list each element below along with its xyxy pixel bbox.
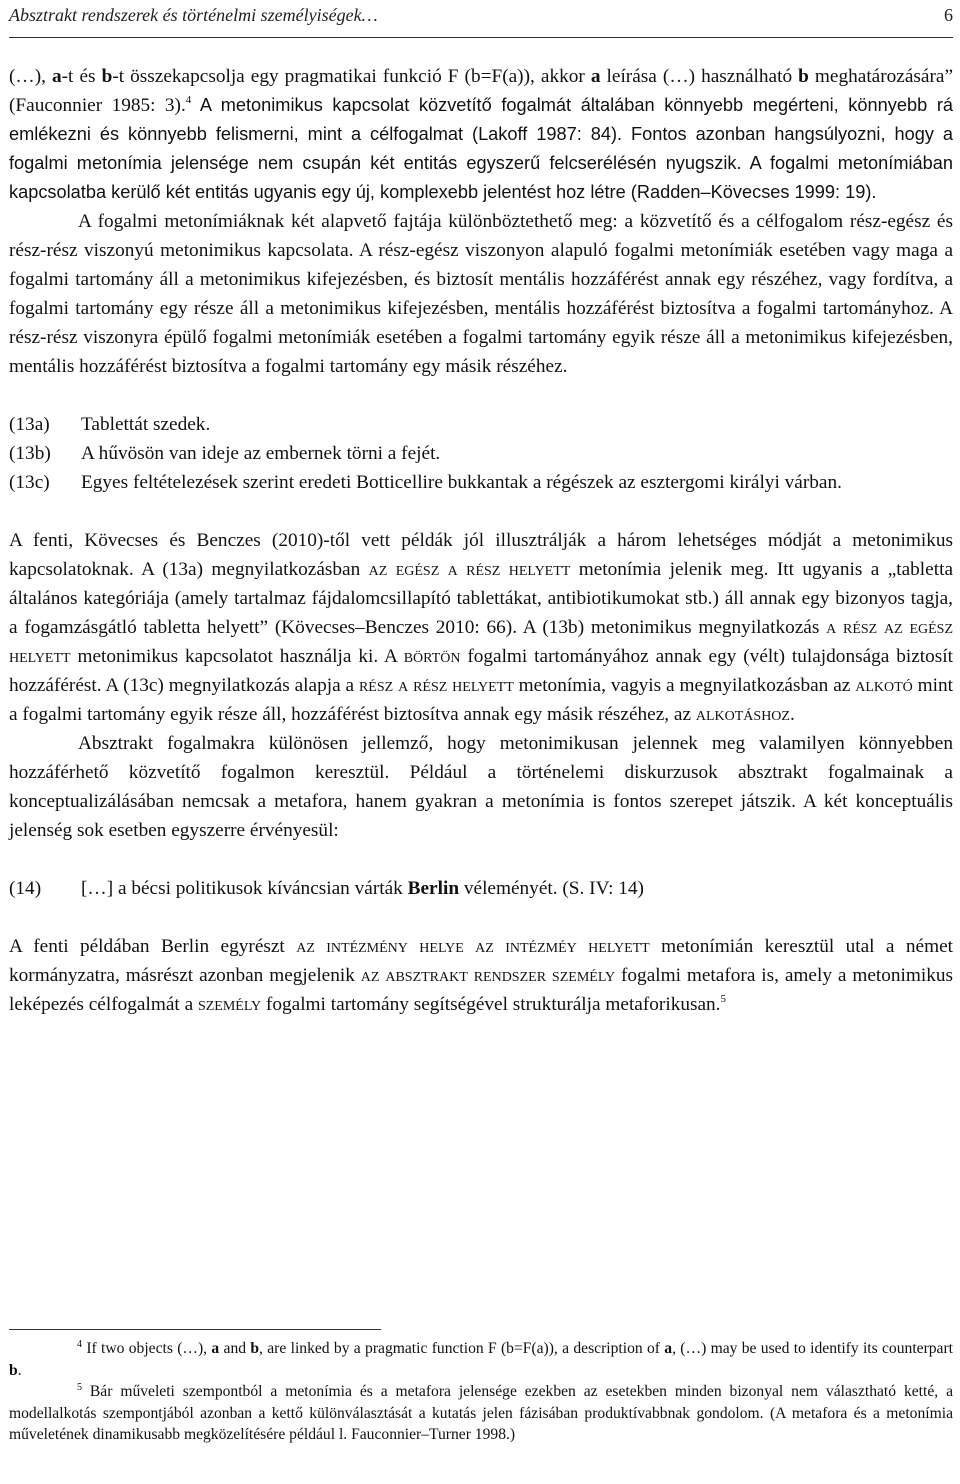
example-number: (13b)	[9, 443, 51, 464]
p5-text: fogalmi metafora is, amely a metonimikus leképezés célfogalmát a	[9, 965, 954, 1015]
example-text-part: véleményét. (S. IV: 14)	[459, 878, 644, 899]
example-item	[9, 468, 953, 497]
p1-text: -t összekapcsolja egy pragmatikai funkció F (b=F(a)), akkor	[112, 66, 591, 87]
example-item	[9, 874, 953, 903]
p1-text: leírása (…) használható	[600, 66, 799, 87]
footnote-text: .	[17, 1361, 22, 1379]
p1-text: A metonimikus kapcsolat közvetítő fogalmát általában könnyebb megérteni, könnyebb rá emlékezni és könnyebb felismerni, mint a célfogalmat (Lakoff 1987: 84). Fontos azonban hangsúlyozni, hogy a fogalmi metonímia jelensége nem csupán két entitás egyszerű felcserélésén nyugszik. A fogalmi metonímiában kapcsolatba kerülő két entitás ugyanis egy új, komplexebb jelentést hoz létre (Radden–Kövecses 1999: 19).	[9, 95, 954, 202]
footnote-bold: b	[9, 1361, 18, 1379]
example-number: (13c)	[9, 472, 50, 493]
small-caps-term: az intézmény helye az intézméy helyett	[296, 936, 650, 957]
p3-text: metonimikus kapcsolatot használja ki. A	[70, 646, 404, 667]
p5-text: A fenti példában Berlin egyrészt	[9, 936, 297, 957]
footnote-mark-4: 4	[77, 1339, 82, 1350]
footnote-marker-gap	[9, 1340, 77, 1357]
footnote-mark-5: 5	[77, 1382, 82, 1393]
small-caps-term: alkotáshoz	[695, 704, 790, 725]
example-number: (14)	[9, 878, 42, 899]
footnote-text: , are linked by a pragmatic function F (b=F(a)), a description of	[259, 1340, 665, 1357]
example-bold-term: Berlin	[407, 878, 460, 899]
paragraph-4: Absztrakt fogalmakra különösen jellemző, hogy metonimikusan jelennek meg valamilyen könnyebben hozzáférhető közvetítő fogalmon keresztül. Például a történelemi diskurzusok absztrakt fogalmainak a konceptualizálásában nemcsak a metafora, hanem gyakran a metonímia is fontos szerepet játszik. A két konceptuális jelenség sok esetben egyszerre érvényesül:	[9, 733, 953, 841]
p5-text: metonímián keresztül utal a német kormányzatra, másrészt azonban megjelenik	[9, 936, 953, 986]
running-header	[9, 4, 953, 30]
example-list-13	[9, 410, 953, 497]
p3-text: fogalmi tartományához annak egy (vélt) tulajdonsága biztosít hozzáférést. A (13c) megnyilatkozás alapja a	[9, 646, 953, 696]
p1-bold-a: a	[590, 66, 601, 87]
p3-text: metonímia, vagyis a megnyilatkozásban az	[513, 675, 856, 696]
p1-text: meghatározására” (Fauconnier 1985: 3).	[9, 66, 954, 116]
footnote-ref-5[interactable]: 5	[720, 993, 727, 1005]
p1-text: (…),	[9, 66, 52, 87]
example-text: Tablettát szedek.	[81, 414, 211, 435]
paragraph-3	[9, 526, 953, 729]
footnote-bold: a	[664, 1340, 673, 1357]
small-caps-term: rész a rész helyett	[358, 675, 514, 696]
example-text: Egyes feltételezések szerint eredeti Botticellire bukkantak a régészek az esztergomi királyi várban.	[81, 472, 842, 493]
footnotes	[9, 1338, 953, 1446]
footnote-text: Bár műveleti szempontból a metonímia és a metafora jelensége ezekben az esetekben minden bizonyal nem választható ketté, a modellalkotás szempontjából azonban a kettő különválasztását a kutatás jelen fázisában produktívabbnak gondolom. (A metafora és a metonímia műveletének dinamikusabb megközelítésére például l. Fauconnier–Turner 1998.)	[9, 1383, 953, 1443]
header-rule	[9, 37, 953, 38]
example-text	[81, 874, 953, 903]
small-caps-term: személy	[197, 994, 262, 1015]
paragraph-2: A fogalmi metonímiáknak két alapvető fajtája különböztethető meg: a közvetítő és a célfogalom rész-egész és rész-rész viszonyú metonimikus kapcsolata. A rész-egész viszonyon alapuló fogalmi metonímiák esetében vagy maga a fogalmi tartomány áll a metonimikus kifejezésben, és biztosít mentális hozzáférést annak egy részéhez, vagy fordítva, a fogalmi tartomány egy része áll a metonimikus kifejezésben, mentális hozzáférést biztosítva a fogalmi tartományhoz. A rész-rész viszonyra épülő fogalmi metonímiák esetében a fogalmi tartomány egyik része áll a metonimikus kifejezésben, mentális hozzáférést biztosítva a fogalmi tartomány egy másik részéhez.	[9, 211, 953, 377]
p3-text: A fenti, Kövecses és Benczes (2010)-től vett példák jól illusztrálják a három lehetséges módját a metonimikus kapcsolatoknak. A (13a) megnyilatkozásban	[9, 530, 953, 580]
small-caps-term: börtön	[403, 646, 461, 667]
example-text: A hűvösön van ideje az embernek törni a fejét.	[81, 443, 441, 464]
footnote-marker-gap	[9, 1383, 77, 1400]
paragraph-5	[9, 932, 953, 1019]
p3-text: metonímia jelenik meg. Itt ugyanis a „tabletta általános kategóriája (amely tartalmaz fájdalomcsillapító tablettákat, antibiotikumokat stb.) áll annak egy bizonyos tagja, a fogamzásgátló tabletta helyett” (Kövecses–Benczes 2010: 66). A (13b) metonimikus megnyilatkozás	[9, 559, 953, 638]
footnote-text: , (…) may be used to identify its counterpart	[672, 1340, 954, 1357]
example-item	[9, 439, 953, 468]
main-text	[9, 62, 953, 1019]
footnote-ref-4[interactable]: 4	[185, 94, 192, 106]
small-caps-term: az absztrakt rendszer személy	[360, 965, 616, 986]
footnote-bold: a	[211, 1340, 220, 1357]
p3-text: .	[789, 704, 795, 725]
footnote-rule	[9, 1329, 381, 1330]
page-number: 6	[944, 5, 953, 25]
p1-text: -t és	[61, 66, 102, 87]
small-caps-term: alkotó	[855, 675, 913, 696]
header-title: Absztrakt rendszerek és történelmi személyiségek…	[9, 5, 378, 25]
p1-bold-b: b	[798, 66, 809, 87]
example-list-14	[9, 874, 953, 903]
small-caps-term: a rész az egész helyett	[9, 617, 953, 667]
example-item	[9, 410, 953, 439]
example-text-part: […] a bécsi politikusok kíváncsian várták	[81, 878, 408, 899]
footnote-text: and	[219, 1340, 251, 1357]
p1-bold-a: a	[52, 66, 62, 87]
footnote-text: If two objects (…),	[82, 1340, 212, 1357]
small-caps-term: az egész a rész helyett	[368, 559, 571, 580]
p5-text: fogalmi tartomány segítségével strukturálja metaforikusan.	[261, 994, 721, 1015]
example-number: (13a)	[9, 414, 50, 435]
footnote-5	[9, 1381, 953, 1446]
paragraph-1	[9, 62, 953, 207]
p1-bold-b: b	[101, 66, 113, 87]
footnote-4	[9, 1338, 953, 1381]
footnote-bold: b	[250, 1340, 260, 1357]
p3-text: mint a fogalmi tartomány egyik része áll, hozzáférést biztosítva annak egy másik részéhez, az	[9, 675, 953, 725]
